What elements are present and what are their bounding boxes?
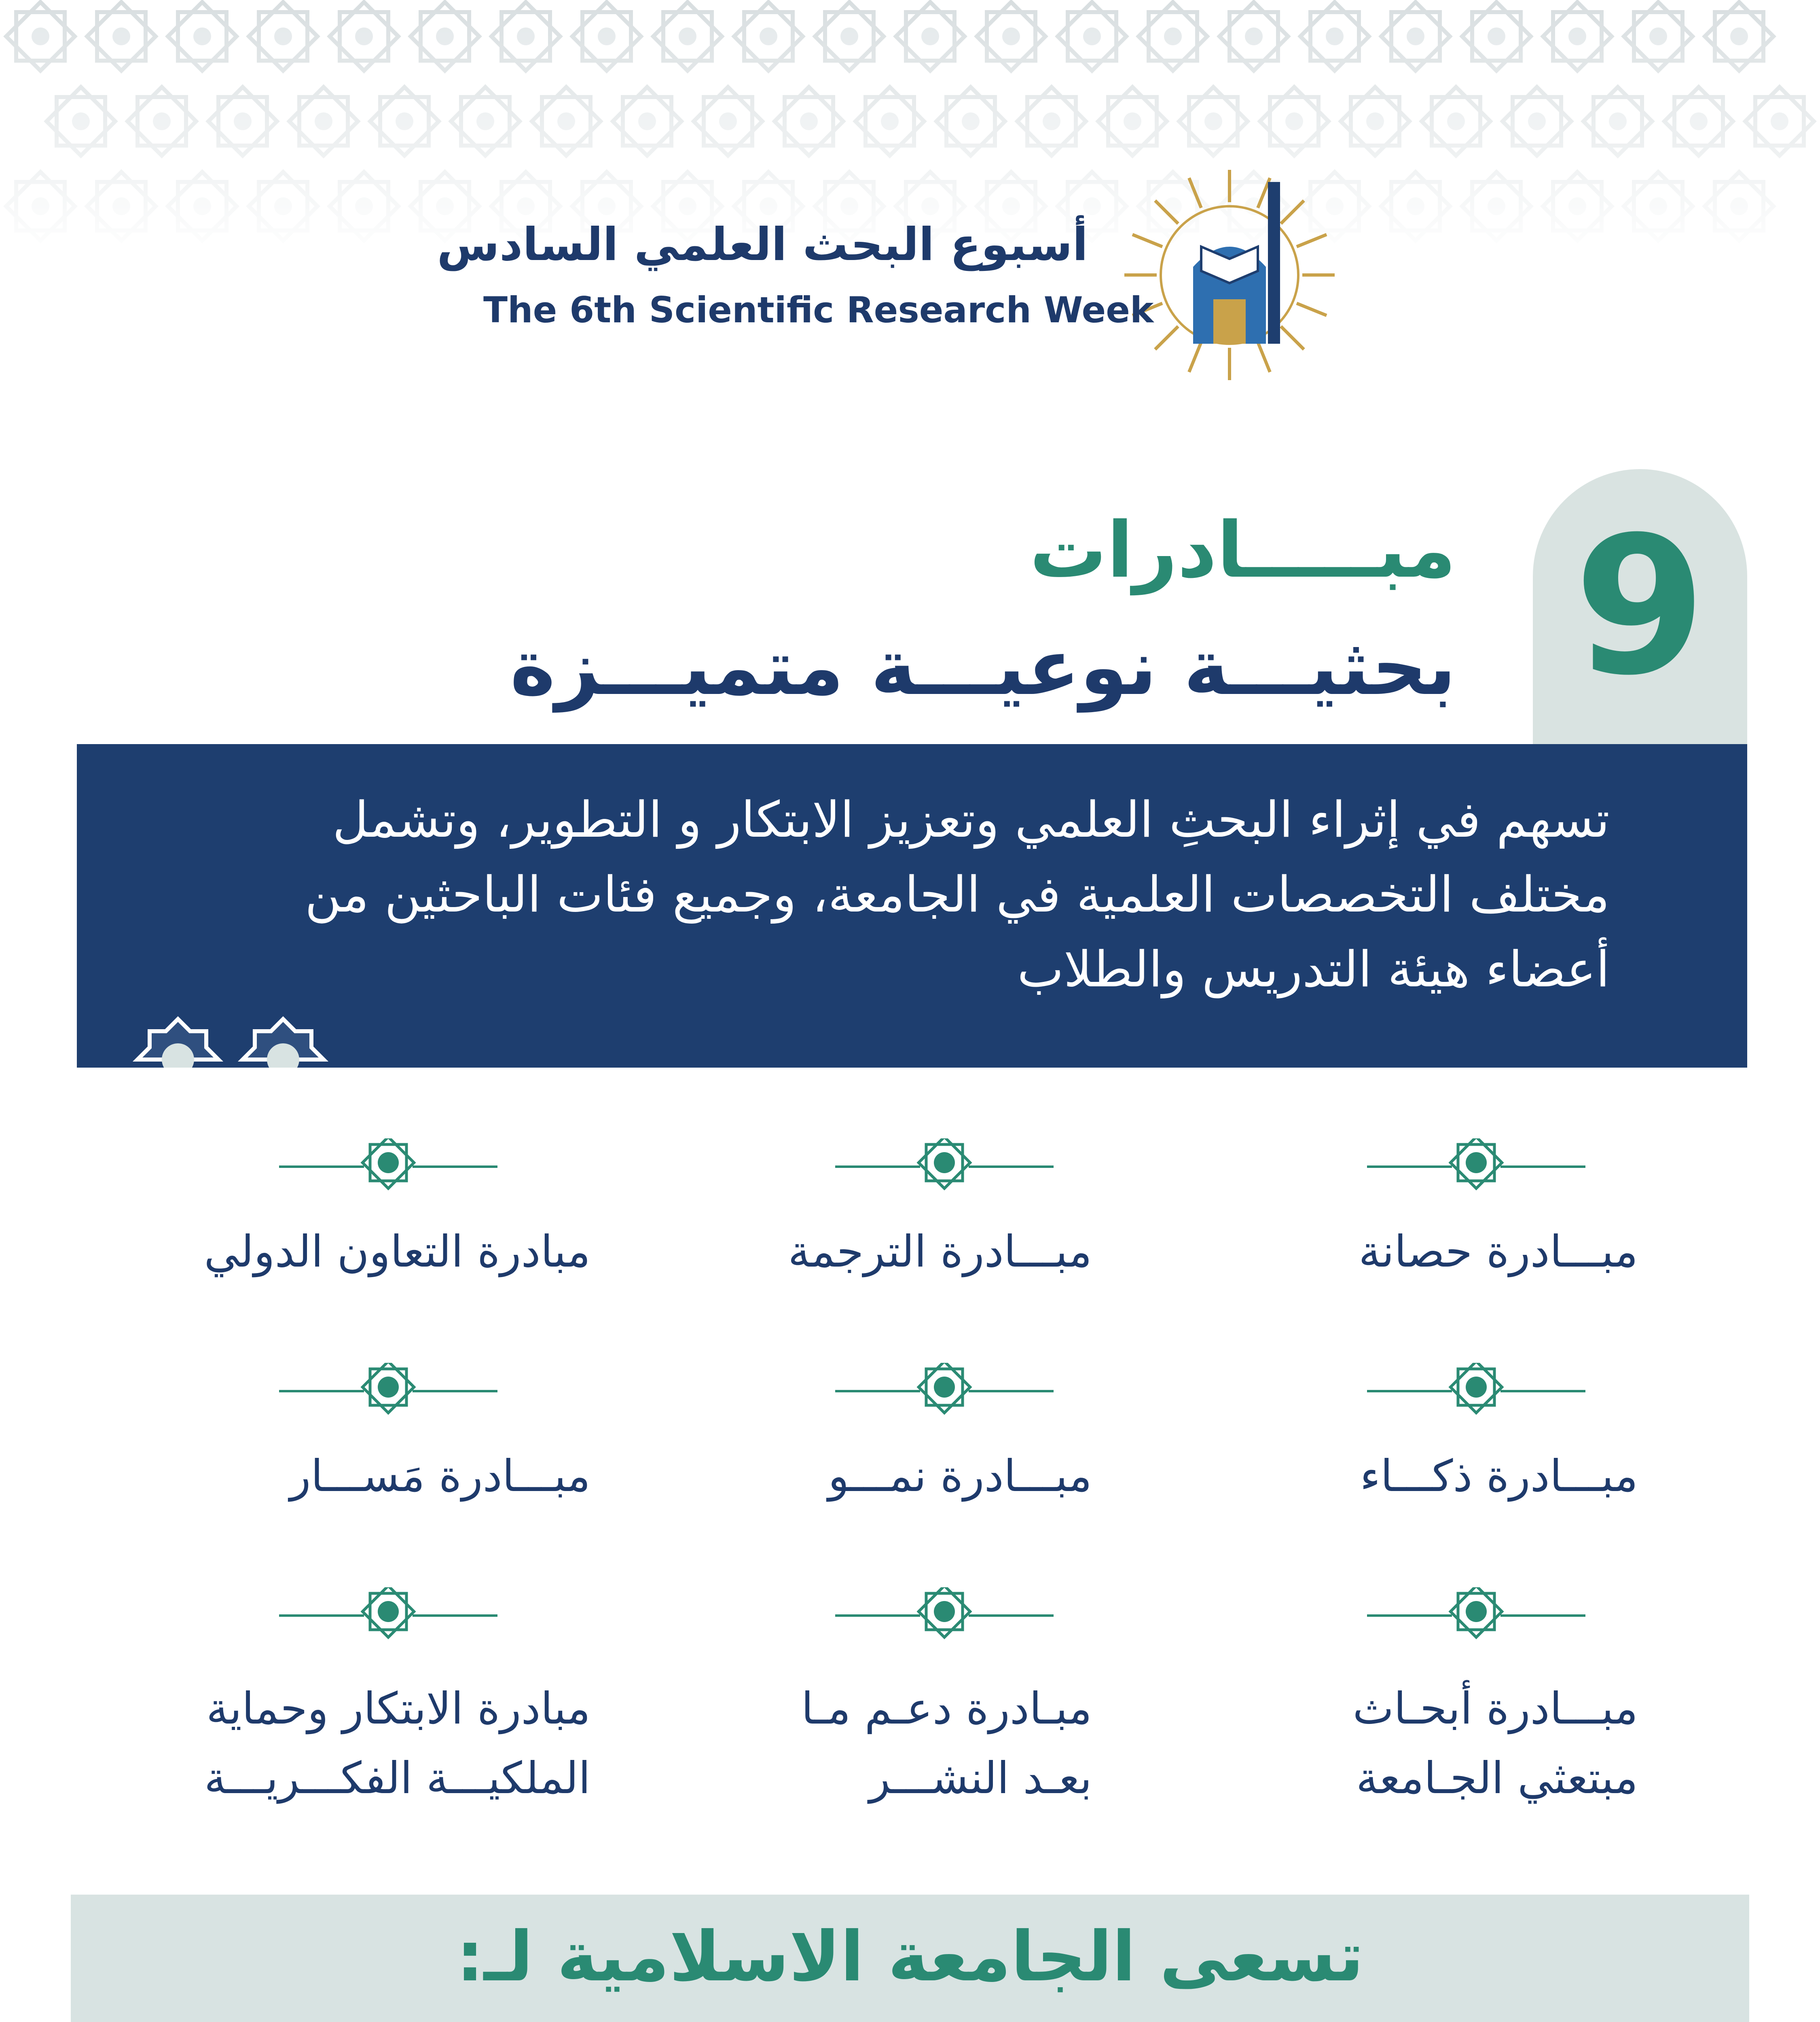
rosette-ornament-icon	[835, 1363, 1054, 1419]
initiative-item: مبـــادرة أبحـاث مبتعثي الجـامعة	[1352, 1684, 1638, 1804]
rosette-ornament-icon	[279, 1587, 497, 1644]
initiative-item: مبادرة التعاون الدولي	[204, 1227, 590, 1277]
initiative-item: مبـــادرة حصانة	[1359, 1227, 1638, 1277]
initiative-item: مبادرة الابتكار وحماية الملكيـــة الفكـــريـــة	[204, 1684, 590, 1804]
rosette-ornament-icon	[1367, 1363, 1585, 1419]
rosette-ornament-icon	[279, 1363, 497, 1419]
initiatives-count: 9	[1574, 496, 1706, 717]
star-ornament-icon	[121, 1011, 348, 1068]
rosette-ornament-icon	[835, 1138, 1054, 1195]
rosette-ornament-icon	[1367, 1138, 1585, 1195]
initiative-item: مبـــادرة الترجمة	[788, 1227, 1092, 1277]
intro-text: تسهم في إثراء البحثِ العلمي وتعزيز الابتكار و التطوير، وتشمل مختلف التخصصات العلمية في الجامعة، وجميع فئات الباحثين من أعضاء هيئة التدريس والطلاب	[305, 791, 1610, 998]
initiative-item: مبـــادرة ذكـــاء	[1360, 1451, 1638, 1502]
initiative-item: مبـــادرة مَســـار	[290, 1451, 590, 1502]
university-logo	[1116, 162, 1343, 388]
event-title-english: The 6th Scientific Research Week	[483, 289, 1154, 331]
event-title-arabic: أسبوع البحث العلمي السادس	[437, 218, 1088, 271]
initiative-item: مبـــادرة نمـــو	[828, 1451, 1092, 1502]
hero-title-line1: مبـــــادرات	[1029, 506, 1456, 595]
rosette-ornament-icon	[279, 1138, 497, 1195]
goals-title: تسعى الجامعة الاسلامية لـ:	[456, 1917, 1364, 1997]
rosette-ornament-icon	[835, 1587, 1054, 1644]
rosette-ornament-icon	[1367, 1587, 1585, 1644]
initiative-item: مبـادرة دعـم مـا بعـد النشـــر	[801, 1684, 1092, 1804]
hero-title-line2: بحثيـــة نوعيـــة متميـــزة	[510, 623, 1456, 712]
